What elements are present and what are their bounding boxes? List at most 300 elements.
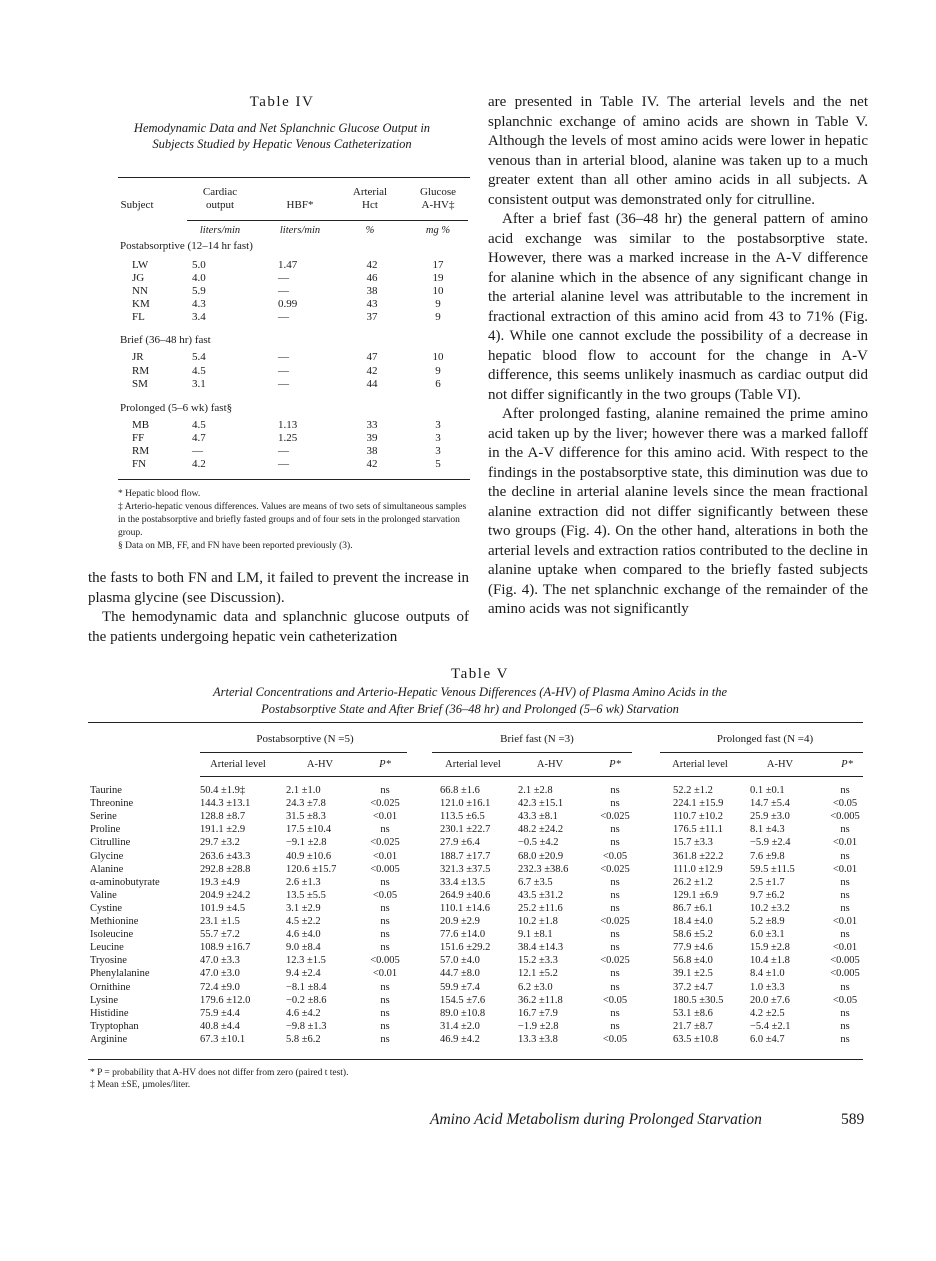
table-row — [90, 1008, 865, 1020]
t4-glucose: 19 — [432, 272, 444, 284]
t4-hbf: 1.47 — [278, 259, 298, 271]
t4-hbf: — — [278, 365, 289, 377]
t5-p-value: ns — [380, 1007, 390, 1019]
t4-cardiac: 5.4 — [192, 351, 206, 363]
t5-p-value: ns — [610, 929, 620, 941]
t5-a-hv: 59.5 ±11.5 — [750, 863, 795, 875]
t4-cardiac: 4.5 — [192, 365, 206, 377]
t4-hbf: — — [278, 272, 289, 284]
t4-hct: 39 — [366, 432, 378, 444]
t5-arterial-level: 29.7 ±3.2 — [200, 837, 240, 849]
t5-sub-p: P* — [379, 759, 391, 770]
t5-a-hv: 8.1 ±4.3 — [750, 824, 785, 836]
table5-top-rule — [88, 722, 863, 723]
t4-glucose: 10 — [432, 285, 444, 297]
t5-a-hv: 4.2 ±2.5 — [750, 1007, 785, 1019]
t4-hct: 38 — [366, 445, 378, 457]
t5-arterial-level: 53.1 ±8.6 — [673, 1007, 713, 1019]
t4-subject: MB — [132, 419, 150, 431]
t5-amino-acid-name: Arginine — [90, 1033, 128, 1045]
t5-p-value: <0.01 — [372, 968, 398, 980]
t5-group-prolonged: Prolonged fast (N =4) — [716, 733, 814, 745]
t5-p-value: <0.025 — [600, 863, 630, 875]
t4-hbf: 1.25 — [278, 432, 298, 444]
t5-amino-acid-name: Isoleucine — [90, 929, 134, 941]
t5-p-value: ns — [380, 1020, 390, 1032]
t4-subject: LW — [132, 259, 149, 271]
t5-arterial-level: 39.1 ±2.5 — [673, 968, 713, 980]
t5-arterial-level: 57.0 ±4.0 — [440, 955, 480, 967]
t5-arterial-level: 101.9 ±4.5 — [200, 902, 246, 914]
t5-arterial-level: 292.8 ±28.8 — [200, 863, 251, 875]
t5-p-value: <0.01 — [832, 837, 858, 849]
t5-amino-acid-name: Tryptophan — [90, 1020, 139, 1032]
table5-header-rule — [200, 776, 863, 777]
t5-arterial-level: 188.7 ±17.7 — [440, 850, 491, 862]
t5-a-hv: 16.7 ±7.9 — [518, 1007, 558, 1019]
t5-p-value: ns — [840, 1007, 850, 1019]
table5-caption — [140, 684, 800, 718]
t5-a-hv: 13.5 ±5.5 — [286, 889, 326, 901]
table-row — [118, 272, 470, 285]
t4-cardiac: 4.5 — [192, 419, 206, 431]
t4-footnote: § Data on MB, FF, and FN have been reported previously (3). — [118, 541, 353, 551]
t5-amino-acid-name: Histidine — [90, 1007, 129, 1019]
t4-header-hct-2: Hct — [362, 199, 378, 211]
t5-p-value: <0.005 — [830, 955, 860, 967]
t5-arterial-level: 77.6 ±14.0 — [440, 929, 486, 941]
t5-p-value: <0.01 — [832, 863, 858, 875]
t5-a-hv: 1.0 ±3.3 — [750, 981, 785, 993]
table-row — [90, 851, 865, 863]
t5-amino-acid-name: Methionine — [90, 916, 139, 927]
t5-arterial-level: 121.0 ±16.1 — [440, 798, 491, 810]
t4-cardiac: 5.0 — [192, 259, 206, 271]
t5-p-value: <0.025 — [370, 798, 400, 810]
t5-p-value: <0.01 — [372, 850, 398, 862]
t5-arterial-level: 179.6 ±12.0 — [200, 994, 251, 1006]
t5-arterial-level: 75.9 ±4.4 — [200, 1007, 240, 1019]
t5-arterial-level: 108.9 ±16.7 — [200, 942, 251, 954]
t5-p-value: ns — [610, 981, 620, 993]
t5-arterial-level: 72.4 ±9.0 — [200, 981, 240, 993]
table-row — [118, 378, 470, 391]
table-row — [90, 824, 865, 836]
t4-glucose: 3 — [435, 445, 441, 457]
t5-arterial-level: 111.0 ±12.9 — [673, 863, 723, 875]
t5-amino-acid-name: Citrulline — [90, 837, 131, 849]
t4-hct: 42 — [366, 365, 378, 377]
page-number: 589 — [841, 1111, 865, 1128]
t5-p-value: ns — [610, 968, 620, 980]
t4-header-cardiac-2: output — [205, 199, 235, 211]
table5-caption-line: Arterial Concentrations and Arterio-Hepatic Venous Differences (A-HV) of Plasma Amino Acids in the — [212, 685, 728, 699]
table-row — [90, 890, 865, 902]
t5-arterial-level: 27.9 ±6.4 — [440, 837, 480, 849]
t5-sub-ahv: A-HV — [536, 759, 564, 770]
t5-arterial-level: 154.5 ±7.6 — [440, 994, 486, 1006]
t5-p-value: <0.01 — [832, 942, 858, 954]
t5-a-hv: 10.2 ±3.2 — [750, 902, 790, 914]
t4-cardiac: 3.1 — [192, 378, 206, 390]
table-row — [118, 365, 470, 378]
t5-arterial-level: 58.6 ±5.2 — [673, 929, 713, 941]
table5-footnotes — [90, 1067, 790, 1091]
t4-subject: RM — [132, 445, 150, 457]
body-paragraph: The hemodynamic data and splanchnic glucose outputs of the patients undergoing hepatic vein catheterization — [88, 609, 469, 645]
table4-header-rule — [187, 220, 468, 221]
t4-cardiac: 4.7 — [192, 432, 206, 444]
t5-amino-acid-name: Alanine — [90, 863, 124, 875]
t4-unit-hct: % — [365, 225, 375, 236]
t5-p-value: <0.05 — [602, 850, 628, 862]
t4-hbf: — — [278, 351, 289, 363]
t5-arterial-level: 18.4 ±4.0 — [673, 916, 713, 927]
t5-a-hv: 12.1 ±5.2 — [518, 968, 558, 980]
t5-a-hv: −9.1 ±2.8 — [286, 837, 327, 849]
t4-glucose: 5 — [435, 458, 441, 470]
t5-arterial-level: 33.4 ±13.5 — [440, 876, 486, 888]
t5-a-hv: 15.9 ±2.8 — [750, 942, 790, 954]
t4-hct: 42 — [366, 458, 378, 470]
t4-hbf: — — [278, 445, 289, 457]
t4-cardiac: 4.3 — [192, 298, 206, 310]
table-row — [118, 445, 470, 458]
t5-group-rule — [200, 752, 407, 753]
t4-header-hct-1: Arterial — [352, 186, 388, 198]
t5-arterial-level: 224.1 ±15.9 — [673, 798, 724, 810]
t5-p-value: ns — [610, 785, 620, 796]
t5-arterial-level: 19.3 ±4.9 — [200, 876, 240, 888]
t5-a-hv: 5.8 ±6.2 — [286, 1033, 321, 1045]
t5-a-hv: −5.4 ±2.1 — [750, 1020, 791, 1032]
t5-a-hv: 6.0 ±3.1 — [750, 929, 785, 941]
t5-arterial-level: 67.3 ±10.1 — [200, 1033, 246, 1045]
t5-arterial-level: 63.5 ±10.8 — [673, 1033, 719, 1045]
t5-a-hv: −0.2 ±8.6 — [286, 994, 327, 1006]
t5-p-value: ns — [840, 929, 850, 941]
t4-hbf: 0.99 — [278, 298, 298, 310]
t5-p-value: <0.05 — [832, 994, 858, 1006]
t4-hct: 47 — [366, 351, 378, 363]
t5-a-hv: 40.9 ±10.6 — [286, 850, 332, 862]
t4-glucose: 3 — [435, 419, 441, 431]
t5-a-hv: 25.2 ±11.6 — [518, 902, 563, 914]
t5-a-hv: −0.5 ±4.2 — [518, 837, 559, 849]
t5-arterial-level: 151.6 ±29.2 — [440, 942, 491, 954]
t5-a-hv: −5.9 ±2.4 — [750, 837, 791, 849]
t5-p-value: <0.005 — [370, 955, 400, 967]
table-row — [90, 942, 865, 954]
t4-footnote: * Hepatic blood flow. — [118, 489, 201, 499]
t5-a-hv: 9.1 ±8.1 — [518, 929, 553, 941]
table-row — [90, 811, 865, 823]
t4-subject: NN — [132, 285, 148, 297]
t5-a-hv: 15.2 ±3.3 — [518, 955, 558, 967]
table-row — [90, 968, 865, 980]
t5-amino-acid-name: Threonine — [90, 798, 134, 810]
t5-p-value: ns — [840, 1033, 850, 1045]
t5-p-value: ns — [610, 942, 620, 954]
t4-header-hbf: HBF* — [286, 199, 314, 211]
table-row — [90, 955, 865, 967]
body-paragraph: the fasts to both FN and LM, it failed to prevent the increase in plasma glycine (see Discussion). — [88, 570, 469, 606]
t5-p-value: ns — [380, 876, 390, 888]
t5-a-hv: 3.1 ±2.9 — [286, 902, 321, 914]
t5-p-value: <0.05 — [372, 889, 398, 901]
t4-hbf: — — [278, 458, 289, 470]
t5-amino-acid-name: Ornithine — [90, 981, 131, 993]
t4-subject: JG — [132, 272, 145, 284]
table4-title: Table IV — [249, 94, 315, 110]
t5-arterial-level: 26.2 ±1.2 — [673, 876, 713, 888]
t5-p-value: <0.005 — [370, 863, 400, 875]
t5-p-value: <0.05 — [602, 994, 628, 1006]
t5-sub-p: P* — [609, 759, 621, 770]
t5-a-hv: 43.3 ±8.1 — [518, 811, 558, 823]
body-paragraph: After a brief fast (36–48 hr) the general pattern of amino acid exchange was similar to the postabsorptive state. However, there was a marked increase in the A-V difference for alanine which in the absence of any significant change in the arterial alanine level was attributable to the increment in fractional extraction of this amino acid from 43 to 71% (Fig. 4). While one cannot exclude the possibility of a decrease in hepatic blood flow to account for the change in A-V difference, this seems unlikely inasmuch as cardiac output did not differ significantly in the two groups (Table VI). — [488, 211, 868, 403]
t5-arterial-level: 55.7 ±7.2 — [200, 929, 240, 941]
t4-group-label: Prolonged (5–6 wk) fast§ — [120, 402, 233, 414]
t5-a-hv: 43.5 ±31.2 — [518, 889, 564, 901]
t5-p-value: ns — [840, 824, 850, 836]
t4-hct: 43 — [366, 298, 378, 310]
table-row — [90, 929, 865, 941]
t4-glucose: 9 — [435, 298, 441, 310]
t5-arterial-level: 191.1 ±2.9 — [200, 824, 246, 836]
t4-hct: 42 — [366, 259, 378, 271]
t5-p-value: <0.025 — [600, 955, 630, 967]
t5-a-hv: 48.2 ±24.2 — [518, 824, 564, 836]
t5-amino-acid-name: Taurine — [90, 785, 122, 796]
table-row — [90, 877, 865, 889]
t5-a-hv: −9.8 ±1.3 — [286, 1020, 327, 1032]
t4-unit-cardiac: liters/min — [199, 225, 241, 236]
t5-a-hv: 20.0 ±7.6 — [750, 994, 790, 1006]
t5-a-hv: 6.0 ±4.7 — [750, 1033, 785, 1045]
t4-group-label: Postabsorptive (12–14 hr fast) — [120, 240, 253, 252]
t4-subject: JR — [132, 351, 144, 363]
t5-arterial-level: 128.8 ±8.7 — [200, 811, 246, 823]
t5-arterial-level: 89.0 ±10.8 — [440, 1007, 486, 1019]
t4-hbf: — — [278, 378, 289, 390]
table-row — [90, 864, 865, 876]
t5-a-hv: 2.6 ±1.3 — [286, 876, 321, 888]
t5-arterial-level: 86.7 ±6.1 — [673, 902, 713, 914]
table-row — [118, 419, 470, 432]
t4-header-glucose-2: A-HV‡ — [421, 199, 455, 211]
table4-top-rule — [118, 177, 470, 178]
t5-a-hv: 232.3 ±38.6 — [518, 863, 569, 875]
t5-group-postabsorptive: Postabsorptive (N =5) — [256, 733, 354, 745]
table4-caption: Hemodynamic Data and Net Splanchnic Glucose Output in Subjects Studied by Hepatic Venous Catheterization — [133, 121, 431, 151]
t5-arterial-level: 23.1 ±1.5 — [200, 916, 240, 927]
t5-a-hv: 9.4 ±2.4 — [286, 968, 321, 980]
right-column-text — [488, 93, 868, 620]
t5-arterial-level: 321.3 ±37.5 — [440, 863, 491, 875]
t4-subject: KM — [132, 298, 150, 310]
t5-p-value: ns — [840, 889, 850, 901]
t5-a-hv: 17.5 ±10.4 — [286, 824, 332, 836]
table-row — [90, 798, 865, 810]
t5-a-hv: 120.6 ±15.7 — [286, 863, 337, 875]
t4-header-glucose-1: Glucose — [419, 186, 457, 198]
t5-sub-arterial: Arterial level — [210, 759, 266, 770]
t5-p-value: ns — [840, 902, 850, 914]
t4-header-subject: Subject — [120, 199, 154, 211]
t5-p-value: ns — [610, 876, 620, 888]
t5-arterial-level: 59.9 ±7.4 — [440, 981, 480, 993]
t4-glucose: 3 — [435, 432, 441, 444]
t5-p-value: <0.005 — [830, 811, 860, 823]
t4-group-label: Brief (36–48 hr) fast — [120, 334, 211, 346]
t5-footnote: * P = probability that A-HV does not differ from zero (paired t test). — [90, 1068, 349, 1078]
table4-footnotes — [118, 488, 470, 553]
t5-arterial-level: 15.7 ±3.3 — [673, 837, 713, 849]
t5-a-hv: 7.6 ±9.8 — [750, 850, 785, 862]
t5-arterial-level: 52.2 ±1.2 — [673, 785, 713, 796]
t5-amino-acid-name: Proline — [90, 824, 121, 836]
t5-a-hv: 14.7 ±5.4 — [750, 798, 790, 810]
t4-hct: 44 — [366, 378, 378, 390]
t5-p-value: ns — [610, 1020, 620, 1032]
t5-arterial-level: 264.9 ±40.6 — [440, 889, 491, 901]
t5-arterial-level: 77.9 ±4.6 — [673, 942, 713, 954]
t5-a-hv: 25.9 ±3.0 — [750, 811, 790, 823]
t4-hct: 37 — [366, 311, 378, 323]
t5-sub-arterial: Arterial level — [672, 759, 728, 770]
t5-amino-acid-name: Lysine — [90, 994, 118, 1006]
t5-a-hv: 4.5 ±2.2 — [286, 916, 321, 927]
t4-subject: FL — [132, 311, 145, 323]
t4-cardiac: 3.4 — [192, 311, 206, 323]
t4-glucose: 9 — [435, 365, 441, 377]
table-row — [118, 351, 470, 364]
t4-cardiac: 4.0 — [192, 272, 206, 284]
t5-a-hv: 6.7 ±3.5 — [518, 876, 553, 888]
t5-a-hv: 13.3 ±3.8 — [518, 1033, 558, 1045]
t5-p-value: ns — [840, 1020, 850, 1032]
t5-arterial-level: 129.1 ±6.9 — [673, 889, 719, 901]
t5-p-value: ns — [380, 785, 390, 796]
t5-p-value: ns — [840, 850, 850, 862]
t5-p-value: <0.05 — [832, 798, 858, 810]
t4-hbf: — — [278, 285, 289, 297]
t4-glucose: 9 — [435, 311, 441, 323]
t5-a-hv: 6.2 ±3.0 — [518, 981, 553, 993]
table5-bottom-rule — [88, 1059, 863, 1060]
t5-amino-acid-name: α-aminobutyrate — [90, 876, 160, 888]
t5-a-hv: 42.3 ±15.1 — [518, 798, 564, 810]
table5-title: Table V — [451, 666, 509, 682]
t4-footnote: ‡ Arterio-hepatic venous differences. Values are means of two sets of simultaneous samples in the postabsorptive and briefly fasted groups and of four sets in the prolonged starvation group. — [118, 502, 467, 538]
t5-arterial-level: 37.2 ±4.7 — [673, 981, 713, 993]
t5-arterial-level: 20.9 ±2.9 — [440, 916, 480, 927]
t4-hct: 33 — [366, 419, 378, 431]
t5-sub-ahv: A-HV — [306, 759, 334, 770]
t5-arterial-level: 46.9 ±4.2 — [440, 1033, 480, 1045]
t5-amino-acid-name: Phenylalanine — [90, 968, 150, 980]
table-row — [118, 259, 470, 272]
t5-a-hv: 38.4 ±14.3 — [518, 942, 564, 954]
t5-arterial-level: 47.0 ±3.0 — [200, 968, 240, 980]
t5-p-value: <0.05 — [602, 1033, 628, 1045]
t4-cardiac: 5.9 — [192, 285, 206, 297]
table-row — [118, 285, 470, 298]
t5-a-hv: 4.6 ±4.2 — [286, 1007, 321, 1019]
table-row — [118, 298, 470, 311]
t5-p-value: <0.005 — [830, 968, 860, 980]
t4-hct: 38 — [366, 285, 378, 297]
t5-a-hv: −8.1 ±8.4 — [286, 981, 327, 993]
table-row — [118, 458, 470, 471]
t5-arterial-level: 110.7 ±10.2 — [673, 811, 723, 823]
t5-p-value: <0.025 — [600, 811, 630, 823]
t5-p-value: ns — [380, 929, 390, 941]
t5-p-value: ns — [610, 1007, 620, 1019]
t5-arterial-level: 113.5 ±6.5 — [440, 811, 485, 823]
t5-arterial-level: 176.5 ±11.1 — [673, 824, 723, 836]
t5-group-brief: Brief fast (N =3) — [500, 733, 574, 745]
t5-arterial-level: 31.4 ±2.0 — [440, 1020, 480, 1032]
t5-a-hv: 2.1 ±1.0 — [286, 785, 321, 796]
table-row — [90, 982, 865, 994]
t5-p-value: <0.01 — [372, 811, 398, 823]
t5-arterial-level: 180.5 ±30.5 — [673, 994, 724, 1006]
t5-sub-arterial: Arterial level — [445, 759, 501, 770]
t5-a-hv: 31.5 ±8.3 — [286, 811, 326, 823]
t4-hbf: — — [278, 311, 289, 323]
t5-p-value: <0.025 — [600, 916, 630, 927]
t5-arterial-level: 144.3 ±13.1 — [200, 798, 251, 810]
table-row — [90, 995, 865, 1007]
running-footer-title: Amino Acid Metabolism during Prolonged Starvation — [430, 1111, 762, 1128]
t5-arterial-level: 56.8 ±4.0 — [673, 955, 713, 967]
t4-subject: FN — [132, 458, 147, 470]
t5-p-value: ns — [380, 994, 390, 1006]
t5-a-hv: 36.2 ±11.8 — [518, 994, 563, 1006]
table-row — [90, 837, 865, 849]
t5-a-hv: 0.1 ±0.1 — [750, 785, 785, 796]
t4-subject: FF — [132, 432, 145, 444]
t5-a-hv: 12.3 ±1.5 — [286, 955, 326, 967]
t5-footnote: ‡ Mean ±SE, µmoles/liter. — [90, 1080, 191, 1090]
t4-hbf: 1.13 — [278, 419, 298, 431]
t5-group-rule — [660, 752, 863, 753]
t4-subject: SM — [132, 378, 148, 390]
t4-glucose: 17 — [432, 259, 444, 271]
t5-arterial-level: 21.7 ±8.7 — [673, 1020, 713, 1032]
t5-p-value: ns — [610, 889, 620, 901]
t5-a-hv: 2.1 ±2.8 — [518, 785, 553, 796]
t5-a-hv: 10.4 ±1.8 — [750, 955, 790, 967]
t5-p-value: ns — [380, 942, 390, 954]
t5-a-hv: 5.2 ±8.9 — [750, 916, 785, 927]
t5-arterial-level: 47.0 ±3.3 — [200, 955, 240, 967]
t5-p-value: ns — [610, 824, 620, 836]
t4-glucose: 6 — [435, 378, 441, 390]
t5-p-value: <0.01 — [832, 916, 858, 927]
table-row — [118, 311, 470, 324]
t5-amino-acid-name: Leucine — [90, 942, 124, 954]
t5-arterial-level: 50.4 ±1.9‡ — [200, 785, 246, 796]
left-column-text — [88, 569, 469, 647]
t5-p-value: ns — [610, 798, 620, 810]
t5-p-value: ns — [380, 902, 390, 914]
t5-amino-acid-name: Serine — [90, 811, 117, 823]
t5-p-value: <0.025 — [370, 837, 400, 849]
t5-p-value: ns — [840, 785, 850, 796]
